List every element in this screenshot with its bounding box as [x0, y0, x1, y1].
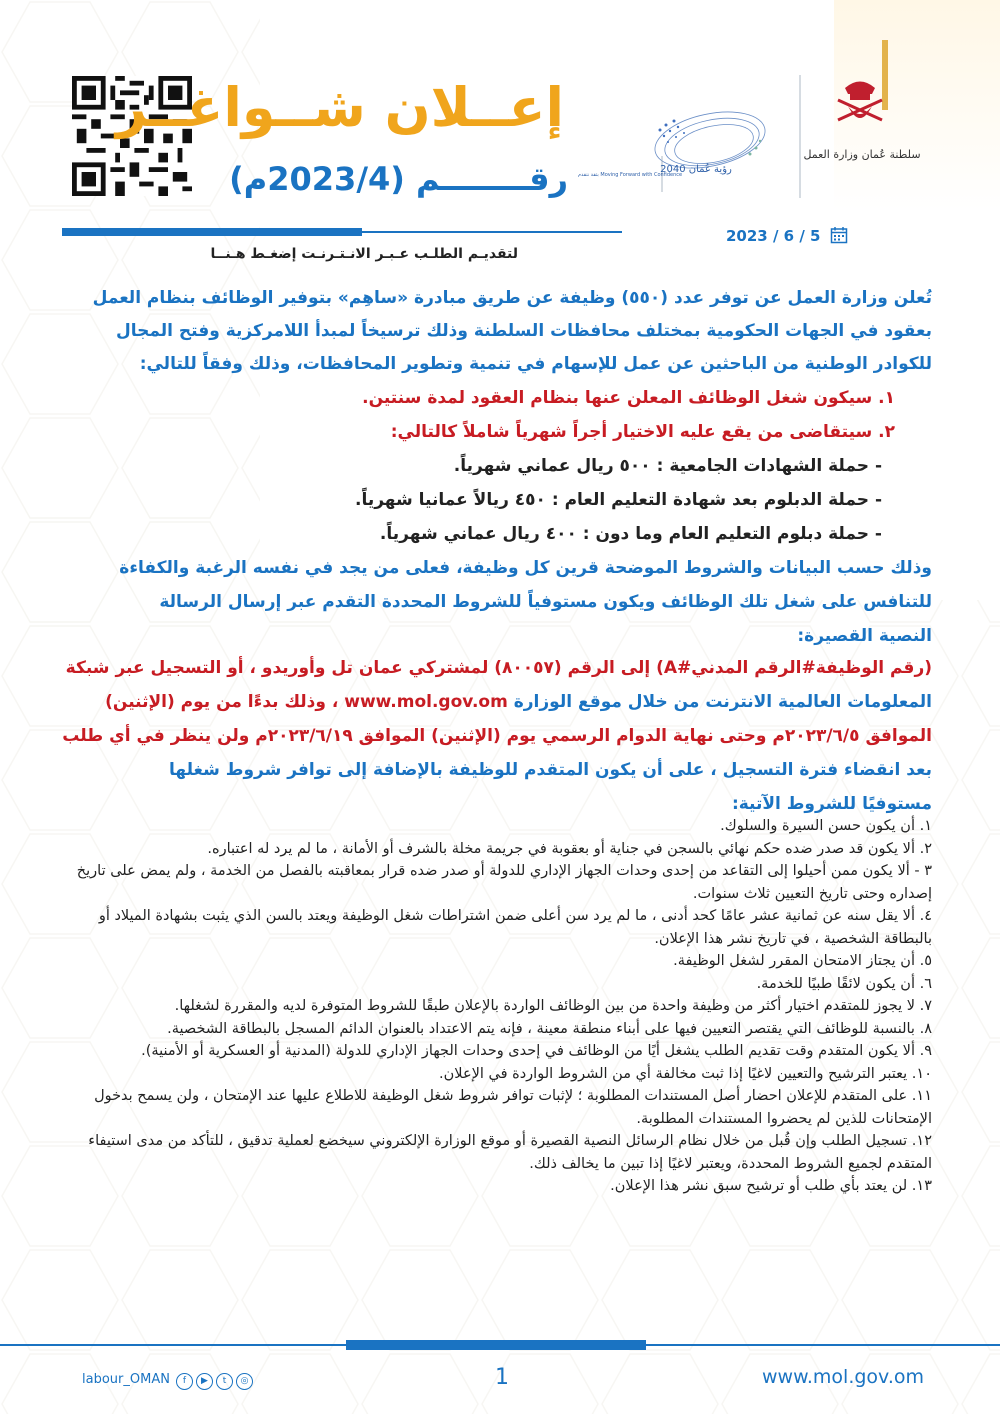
- condition-item: ١. أن يكون حسن السيرة والسلوك.: [720, 818, 932, 834]
- social-handle: labour_OMAN: [82, 1372, 170, 1387]
- announcement-number: رقــــــــم (2023/4م): [229, 160, 568, 198]
- social-icons: [176, 1368, 256, 1390]
- twitter-icon[interactable]: t: [216, 1373, 233, 1390]
- apply-online-link[interactable]: لتقديـم الطلـب عـبـر الانـتـرنـت إضغـط هـنــا: [210, 246, 518, 262]
- salary-university: - حملة الشهادات الجامعية : ٥٠٠ ريال عماني شهرياً.: [453, 456, 882, 476]
- condition-item: ٢. ألا يكون قد صدر ضده حكم نهائي بالسجن في جناية أو بعقوبة في جريمة مخلة بالشرف أو الأمانة ، ما لم يرد له اعتباره.: [207, 840, 932, 857]
- sms-line-1: (رقم الوظيفة#الرقم المدني#A) إلى الرقم (٨٠٠٥٧) لمشتركي عمان تل وأوريدو ، أو التسجيل عبر شبكة: [65, 658, 932, 678]
- announcement-date: [726, 226, 848, 245]
- selection-line-3: النصية القصيرة:: [797, 626, 932, 646]
- vision-text: رؤية عُمان 2040: [660, 164, 732, 175]
- selection-line-1: وذلك حسب البيانات والشروط الموضحة قرين كل وظيفة، فعلى من يجد في نفسه الرغبة والكفاءة: [119, 558, 932, 578]
- sms-paragraph: [62, 651, 932, 821]
- facebook-icon[interactable]: f: [176, 1373, 193, 1390]
- sms-line-2b: ، وذلك بدءًا من يوم (الإثنين): [105, 692, 339, 712]
- condition-item: ١٣. لن يعتد بأي طلب أو ترشيح سبق نشر هذا الإعلان.: [610, 1178, 932, 1194]
- intro-paragraph: [62, 282, 932, 381]
- condition-item: ١١. على المتقدم للإعلان احضار أصل المستندات المطلوبة ؛ لإثبات توافر شروط شغل الوظيفة للاطلاع عليها عند الإمتحان ، ولن يسمح بدخول الإمتحانات للذين لم يحضروا المستندات المطلوبة.: [94, 1088, 932, 1127]
- intro-line-3: للكوادر الوطنية من الباحثين عن عمل للإسهام في تنمية وتطوير المحافظات، وذلك وفقاً للتالي:: [139, 354, 932, 374]
- condition-item: ٣ - ألا يكون ممن أحيلوا إلى التقاعد من إحدى وحدات الجهاز الإداري للدولة أو صدر ضده قرار بمعاقبته بالفصل من الخدمة ، ولم يمض على تاريخ إصداره وحتى تاريخ التعيين ثلاث سنوات.: [76, 863, 932, 902]
- sms-line-3: الموافق ٢٠٢٣/٦/٥م وحتى نهاية الدوام الرسمي يوم (الإثنين) الموافق ٢٠٢٣/٦/١٩م ولن ينظر في أي طلب: [62, 726, 932, 746]
- header-divider-thin: [362, 231, 622, 233]
- intro-line-2: بعقود في الجهات الحكومية بمختلف محافظات السلطنة وذلك ترسيخاً لمبدأ اللامركزية وفتح المجال: [116, 321, 932, 341]
- selection-line-2: للتنافس على شغل تلك الوظائف ويكون مستوفياً للشروط المحددة التقدم عبر إرسال الرسالة: [159, 592, 932, 612]
- condition-item: ٨. بالنسبة للوظائف التي يقتصر التعيين فيها على أبناء منطقة معينة ، فإنه يتم الاعتداد بالعنوان الدائم المسجل بالبطاقة الشخصية.: [167, 1020, 932, 1037]
- salary-diploma: - حملة الدبلوم بعد شهادة التعليم العام : ٤٥٠ ريالاً عمانيا شهرياً.: [354, 490, 882, 510]
- footer-divider-accent: [346, 1340, 646, 1350]
- instagram-icon[interactable]: ◎: [236, 1373, 253, 1390]
- page-title: إعــلان شــواغــر: [116, 76, 564, 139]
- conditions-list: [62, 815, 932, 1198]
- condition-item: ١٢. تسجيل الطلب وإن قُبل من خلال نظام الرسائل النصية القصيرة أو موقع الوزارة الإلكتروني سيخضع لعملية تدقيق ، للتأكد من مدى استيفاء المتقدم لجميع الشروط المحددة، ويعتبر لاغيًا إذا تبين ما يخالف ذلك.: [88, 1133, 932, 1172]
- footer-website-link[interactable]: www.mol.gov.om: [762, 1366, 924, 1388]
- sms-line-5: مستوفيًا للشروط الآتية:: [731, 794, 932, 814]
- condition-item: ٩. ألا يكون المتقدم وقت تقديم الطلب يشغل أيًا من الوظائف في إحدى وحدات الجهاز الإداري للدولة (المدنية أو العسكرية أو الأمنية).: [141, 1043, 932, 1059]
- oman-vision-2040-logo: [577, 100, 780, 195]
- calendar-icon: [830, 226, 848, 244]
- page-number: 1: [495, 1365, 509, 1390]
- point-2: ٢. سيتقاضى من يقع عليه الاختيار أجراً شهرياً شاملاً كالتالي:: [390, 422, 895, 442]
- condition-item: ٥. أن يجتاز الامتحان المقرر لشغل الوظيفة.: [673, 953, 932, 969]
- ministry-name: سلطنة عُمان وزارة العمل: [803, 148, 921, 161]
- sms-line-4: بعد انقضاء فترة التسجيل ، على أن يكون المتقدم للوظيفة بالإضافة إلى توافر شروط شغلها: [169, 760, 932, 780]
- youtube-icon[interactable]: ▶: [196, 1373, 213, 1390]
- intro-line-1: تُعلن وزارة العمل عن توفر عدد (٥٥٠) وظيفة عن طريق مبادرة «ساهِم» بتوفير الوظائف بنظام العمل: [92, 288, 932, 308]
- sms-line-2: [62, 685, 932, 719]
- condition-item: ١٠. يعتبر الترشيح والتعيين لاغيًا إذا ثبت مخالفة أي من الشروط الواردة في الإعلان.: [439, 1065, 932, 1082]
- selection-paragraph: [62, 551, 932, 653]
- header-divider-thick: [62, 228, 362, 236]
- condition-item: ٦. أن يكون لائقًا طبيًا للخدمة.: [756, 975, 932, 992]
- date-text: 2023 / 6 / 5: [726, 227, 821, 245]
- ministry-website-link[interactable]: www.mol.gov.om: [344, 692, 508, 712]
- sms-line-2a: المعلومات العالمية الانترنت من خلال موقع الوزارة: [513, 692, 932, 712]
- condition-item: ٧. لا يجوز للمتقدم اختيار أكثر من وظيفة واحدة من بين الوظائف الواردة بالإعلان طبقًا للشروط المتوفرة لديه والمقررة لشغلها.: [174, 998, 932, 1014]
- salary-general: - حملة دبلوم التعليم العام وما دون : ٤٠٠ ريال عماني شهرياً.: [379, 524, 882, 544]
- ministry-of-labour-logo: [790, 70, 930, 200]
- point-1: ١. سيكون شغل الوظائف المعلن عنها بنظام العقود لمدة سنتين.: [362, 388, 895, 408]
- vision-slogan: بثقة نتقدم Moving Forward with Confidence: [577, 172, 683, 178]
- condition-item: ٤. ألا يقل سنه عن ثمانية عشر عامًا كحد أدنى ، ما لم يرد سن أعلى ضمن اشتراطات شغل الوظيفة ويعتد بالسن الذي يثبت بشهادة الميلاد أو بالبطاقة الشخصية ، في تاريخ نشر هذا الإعلان.: [98, 908, 932, 947]
